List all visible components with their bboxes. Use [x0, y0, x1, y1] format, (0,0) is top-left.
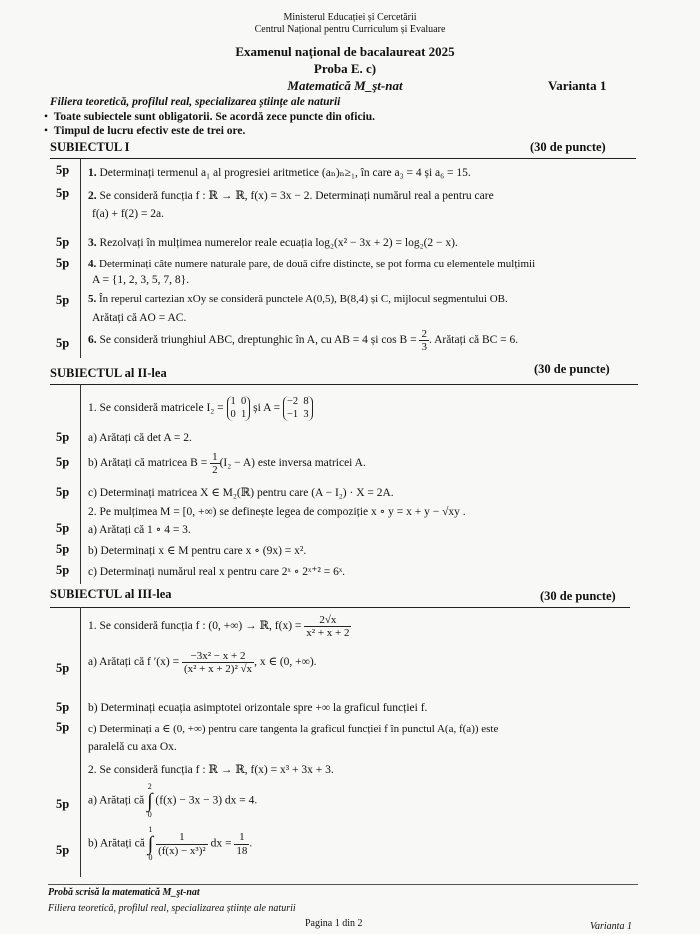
points-s2-2a: 5p — [56, 521, 70, 535]
s2-item1: 1. Se consideră matricele I₂ = 1 0 0 1 și A = −2 8 −1 3 — [88, 396, 313, 421]
points-s2-1a: 5p — [56, 430, 70, 444]
s2-1a: a) Arătați că det A = 2. — [88, 432, 192, 444]
s2-1b: b) Arătați că matricea B = $\frac{1}{2}$ (I₂ − A) este inversa matricei A. — [88, 451, 366, 477]
s2-1c: c) Determinați matricea X ∈ M₂(ℝ) pentru care (A − I₂) · X = 2A. — [88, 487, 394, 499]
s3-2b: b) Arătați că 1 ∫ 0 $\frac{1}{\text{(f(x) − x³)²}}$ dx = $\frac{1}{18}$ . — [88, 825, 253, 862]
s1-q5-cont: Arătați că AO = AC. — [92, 312, 187, 324]
s1-q6: 6. Se consideră triunghiul ABC, dreptunghic în A, cu AB = 4 și cos B = $\frac{2}{3}$ . Arătați că BC = 6. — [88, 328, 519, 354]
points-s2-1c: 5p — [56, 485, 70, 499]
points-s1-1: 5p — [56, 163, 70, 177]
exam-title: Examenul național de bacalaureat 2025 — [235, 44, 455, 59]
bullet-icon: • — [44, 111, 54, 123]
variant-label: Varianta 1 — [548, 78, 607, 93]
fraction: $\frac{2√x}{\text{x² + x + 2}}$ — [306, 614, 350, 640]
s1-q4: 4. Determinați câte numere naturale pare, de două cifre distincte, se pot forma cu elementele mulțimii — [88, 258, 536, 270]
section-2-title: SUBIECTUL al II-lea — [50, 366, 167, 380]
section-1-title: SUBIECTUL I — [50, 140, 130, 154]
footer-line-2: Filiera teoretică, profilul real, specializarea științe ale naturii — [48, 903, 296, 914]
fraction: $\frac{1}{2}$ — [212, 451, 218, 477]
fraction: $\frac{\text{−3x² − x + 2}}{\text{(x² + x + 2)² √x}}$ — [183, 650, 253, 676]
points-s3-2a: 5p — [56, 797, 70, 811]
points-s2-2c: 5p — [56, 563, 70, 577]
s1-q4-cont: A = {1, 2, 3, 5, 7, 8}. — [92, 274, 190, 286]
footer-line-1: Probă scrisă la matematică M_şt-nat — [48, 887, 200, 898]
s1-q2-cont: f(a) + f(2) = 2a. — [92, 208, 165, 220]
rule-2: • Timpul de lucru efectiv este de trei ore. — [44, 125, 246, 137]
s3-1c-cont: paralelă cu axa Ox. — [88, 741, 177, 753]
integral-sign: ∫ — [147, 833, 154, 855]
bullet-icon: • — [44, 125, 54, 137]
subject-title: Matematică M_şt-nat — [287, 78, 403, 93]
points-s3-1a: 5p — [56, 661, 70, 675]
fraction: $\frac{1}{18}$ — [236, 831, 248, 857]
s2-2a: a) Arătați că 1 ∘ 4 = 3. — [88, 524, 191, 536]
s2-2c: c) Determinați numărul real x pentru care 2ˣ ∘ 2ˣ⁺² = 6ˣ. — [88, 566, 346, 578]
s1-q5: 5. În reperul cartezian xOy se consideră punctele A(0,5), B(8,4) și C, mijlocul segmentului OB. — [88, 293, 508, 305]
s2-item2: 2. Pe mulțimea M = [0, +∞) se definește legea de compoziție x ∘ y = x + y − √xy . — [88, 506, 466, 518]
points-s1-3: 5p — [56, 235, 70, 249]
section-2-points: (30 de puncte) — [534, 362, 610, 376]
integral-sign: ∫ — [147, 790, 153, 812]
fraction: $\frac{1}{\text{(f(x) − x³)²}}$ — [158, 831, 206, 857]
s1-q2: 2. Se consideră funcția f : ℝ → ℝ, f(x) = 3x − 2. Determinați numărul real a pentru care — [88, 190, 494, 202]
points-s1-2: 5p — [56, 186, 70, 200]
profile-line: Filiera teoretică, profilul real, specializarea științe ale naturii — [50, 96, 341, 108]
points-s2-2b: 5p — [56, 542, 70, 556]
points-s1-6: 5p — [56, 336, 70, 350]
s2-2b: b) Determinați x ∈ M pentru care x ∘ (9x) = x². — [88, 545, 307, 557]
points-s1-4: 5p — [56, 256, 70, 270]
s1-q1: 1. Determinați termenul a₁ al progresiei aritmetice (aₙ)ₙ≥₁, în care a₃ = 4 și a₆ = 15. — [88, 167, 471, 179]
points-s3-1b: 5p — [56, 700, 70, 714]
points-s2-1b: 5p — [56, 455, 70, 469]
matrix-i2: 1 0 0 1 — [227, 396, 251, 421]
s1-q3: 3. Rezolvați în mulțimea numerelor reale ecuația log₂(x² − 3x + 2) = log₂(2 − x). — [88, 237, 458, 249]
points-s3-1c: 5p — [56, 720, 70, 734]
ministry-line: Ministerul Educației și Cercetării — [283, 12, 417, 23]
section-3-title: SUBIECTUL al III-lea — [50, 587, 172, 601]
section-1-points: (30 de puncte) — [530, 140, 606, 154]
s3-1c: c) Determinați a ∈ (0, +∞) pentru care tangenta la graficul funcției f în punctul A(a, f(a)) este — [88, 723, 499, 735]
s3-2a: a) Arătați că 2 ∫ 0 (f(x) − 3x − 3) dx = 4. — [88, 782, 258, 819]
footer-variant: Varianta 1 — [590, 921, 632, 932]
section-3-points: (30 de puncte) — [540, 589, 616, 603]
proba-title: Proba E. c) — [313, 61, 377, 76]
s3-1a: a) Arătați că f ′(x) = $\frac{\text{−3x² − x + 2}}{\text{(x² + x + 2)² √x}}$ , x ∈ (0, +∞). — [88, 650, 317, 676]
s3-1b: b) Determinați ecuația asimptotei orizontale spre +∞ la graficul funcției f. — [88, 702, 428, 714]
s3-item2: 2. Se consideră funcția f : ℝ → ℝ, f(x) = x³ + 3x + 3. — [88, 764, 334, 776]
points-s1-5: 5p — [56, 293, 70, 307]
matrix-a: −2 8 −1 3 — [283, 396, 313, 421]
page-number: Pagina 1 din 2 — [305, 918, 363, 929]
fraction: $\frac{2}{3}$ — [421, 328, 427, 354]
center-line: Centrul Național pentru Curriculum și Evaluare — [254, 24, 446, 35]
rule-1: • Toate subiectele sunt obligatorii. Se acordă zece puncte din oficiu. — [44, 111, 376, 123]
s3-item1: 1. Se consideră funcția f : (0, +∞) → ℝ, f(x) = $\frac{2√x}{\text{x² + x + 2}}$ — [88, 614, 350, 640]
points-s3-2b: 5p — [56, 843, 70, 857]
